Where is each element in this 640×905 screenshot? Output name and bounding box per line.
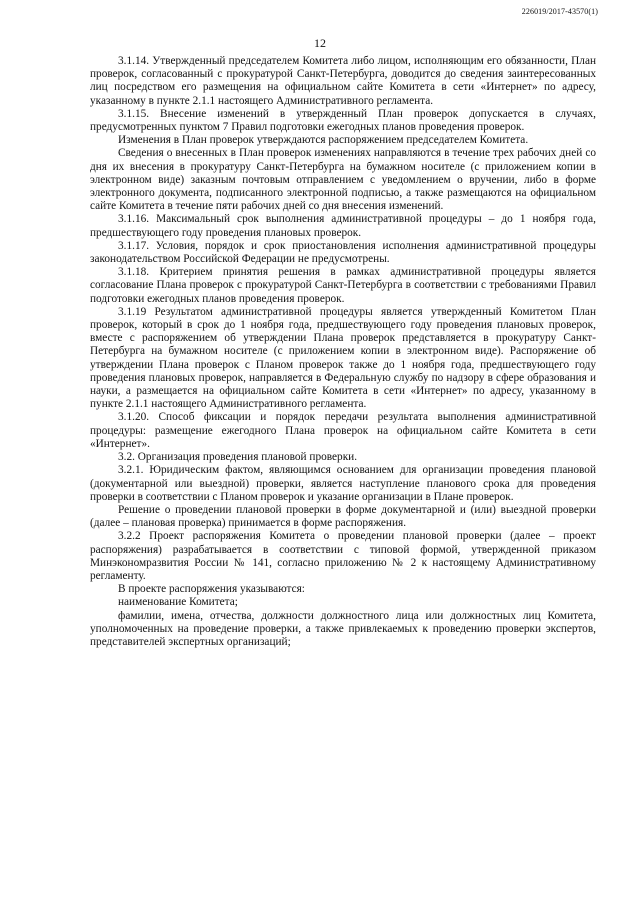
paragraph-3-1-20: 3.1.20. Способ фиксации и порядок передачи результата выполнения административной процедуры: размещение ежегодного Плана проверок на официальном сайте Комитета в сети «Интернет». — [90, 411, 596, 450]
paragraph-changes-notification: Сведения о внесенных в План проверок изменениях направляются в течение трех рабочих дней со дня их внесения в прокуратуру Санкт-Петербурга на бумажном носителе (с приложением копии в электронном виде) заказным почтовым отправлением с уведомлением о вручении, либо в форме электронного документа, подписанного электронной подписью, а также размещаются на официальном сайте Комитета в течение пяти рабочих дней со дня внесения изменений. — [90, 147, 596, 213]
paragraph-3-2-2: 3.2.2 Проект распоряжения Комитета о проведении плановой проверки (далее – проект распоряжения) разрабатывается в соответствии с типовой формой, утвержденной приказом Минэкономразвития России № 141, согласно приложению № 2 к настоящему Административному регламенту. — [90, 530, 596, 582]
paragraph-3-1-19: 3.1.19 Результатом административной процедуры является утвержденный Комитетом План проверок, который в срок до 1 ноября года, предшествующего году проведения плановых проверок, вместе с распоряжением об утверждении Плана проверок представляется в прокуратуру Санкт-Петербурга на бумажном носителе (с приложением копии в электронном виде). Распоряжение об утверждении Плана проверок с Планом проверок также до 1 ноября года, предшествующего году проведения плановых проверок, направляется в Федеральную службу по надзору в сфере образования и науки, а размещается на официальном сайте Комитета в сети «Интернет» по адресу, указанному в пункте 2.1.1 настоящего Административного регламента. — [90, 305, 596, 411]
paragraph-3-1-18: 3.1.18. Критерием принятия решения в рамках административной процедуры является согласование Плана проверок с прокуратурой Санкт-Петербурга в соответствии с требованиями Правил подготовки ежегодных планов проведения проверок. — [90, 266, 596, 305]
paragraph-3-2: 3.2. Организация проведения плановой проверки. — [118, 451, 358, 464]
paragraph-changes-approval: Изменения в План проверок утверждаются распоряжением председателем Комитета. — [118, 134, 529, 147]
paragraph-3-1-16: 3.1.16. Максимальный срок выполнения административной процедуры – до 1 ноября года, предшествующего году проведения плановых проверок. — [90, 213, 596, 239]
document-registration-number: 226019/2017-43570(1) — [521, 7, 598, 16]
paragraph-3-2-1: 3.2.1. Юридическим фактом, являющимся основанием для организации проведения плановой (документарной или выездной) проверки, является наступление планового срока для проведения проверки в соответствии с Планом проверок и указание организации в Плане проверок. — [90, 464, 596, 503]
paragraph-3-1-14: 3.1.14. Утвержденный председателем Комитета либо лицом, исполняющим его обязанности, План проверок, согласованный с прокуратурой Санкт-Петербурга, доводится до сведения заинтересованных лиц посредством его размещения на официальном сайте Комитета в сети «Интернет» по адресу, указанному в пункте 2.1.1 настоящего Административного регламента. — [90, 55, 596, 107]
paragraph-3-1-17: 3.1.17. Условия, порядок и срок приостановления исполнения административной процедуры законодательством Российской Федерации не предусмотрены. — [90, 239, 596, 266]
paragraph-draft-contents-intro: В проекте распоряжения указываются: — [118, 583, 305, 596]
document-body — [90, 55, 596, 649]
paragraph-committee-name: наименование Комитета; — [118, 596, 238, 609]
page-number: 12 — [314, 36, 326, 50]
paragraph-3-1-15: 3.1.15. Внесение изменений в утвержденный План проверок допускается в случаях, предусмотренных пунктом 7 Правил подготовки ежегодных планов проведения проверок. — [90, 107, 596, 134]
paragraph-inspector-names: фамилии, имена, отчества, должности должностного лица или должностных лиц Комитета, уполномоченных на проведение проверки, а также привлекаемых к проведению проверки экспертов, представителей экспертных организаций; — [90, 609, 596, 648]
paragraph-inspection-decision: Решение о проведении плановой проверки в форме документарной и (или) выездной проверки (далее – плановая проверка) принимается в форме распоряжения. — [90, 503, 596, 530]
